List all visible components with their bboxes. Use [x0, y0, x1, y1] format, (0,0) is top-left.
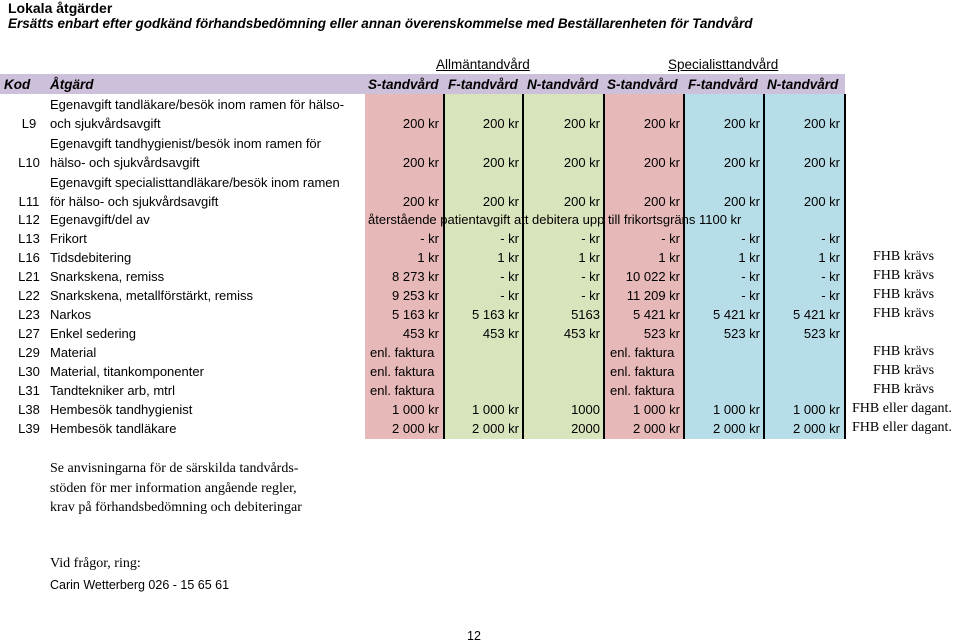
row-faktura: enl. faktura: [370, 364, 435, 379]
row-description: Egenavgift specialisttandläkare/besök inom ramen: [50, 175, 340, 190]
row-value: - kr: [420, 231, 439, 246]
row-value: 453 kr: [563, 326, 600, 341]
header-col-4: S-tandvård: [607, 77, 678, 92]
row-value: 1 kr: [658, 250, 680, 265]
row-value: - kr: [821, 231, 840, 246]
row-value: 2 000 kr: [633, 421, 680, 436]
row-value: 523 kr: [723, 326, 760, 341]
row-description: Tandtekniker arb, mtrl: [50, 383, 175, 398]
page-title: Lokala åtgärder: [8, 0, 113, 16]
row-code: L39: [18, 421, 40, 436]
row-code: L10: [18, 155, 40, 170]
info-line-1: Se anvisningarna för de särskilda tandvårds-: [50, 461, 299, 476]
row-faktura: enl. faktura: [370, 383, 435, 398]
contact-question: Vid frågor, ring:: [50, 556, 141, 571]
row-description: Material: [50, 345, 97, 360]
row-value: - kr: [821, 288, 840, 303]
row-value: 200 kr: [803, 155, 840, 170]
row-code: L27: [18, 326, 40, 341]
row-description: Snarkskena, remiss: [50, 269, 165, 284]
row-note: FHB krävs: [873, 287, 935, 302]
row-value: 1 000 kr: [472, 402, 519, 417]
row-value: 5 421 kr: [793, 307, 840, 322]
row-note: FHB krävs: [873, 344, 935, 359]
row-value: 200 kr: [563, 194, 600, 209]
row-value: 200 kr: [482, 155, 519, 170]
row-value: 523 kr: [803, 326, 840, 341]
row-code: L31: [18, 383, 40, 398]
row-description: Hembesök tandhygienist: [50, 402, 193, 417]
row-description: och sjukvårdsavgift: [50, 116, 161, 131]
row-code: L16: [18, 250, 40, 265]
header-kod: Kod: [4, 77, 31, 92]
row-value: 200 kr: [402, 194, 439, 209]
page-subtitle: Ersätts enbart efter godkänd förhandsbedömning eller annan överenskommelse med Beställarenheten för Tandvård: [8, 16, 753, 31]
row-code: L9: [21, 116, 37, 131]
header-col-3: N-tandvård: [527, 77, 599, 92]
row-value: 200 kr: [803, 194, 840, 209]
header-atgard: Åtgärd: [50, 77, 94, 92]
row-value: 1000: [571, 402, 600, 417]
column-divider: [683, 94, 685, 439]
row-code: L12: [18, 212, 40, 227]
band-f-special: [684, 94, 764, 439]
row-value: 200 kr: [402, 116, 439, 131]
row-faktura: enl. faktura: [610, 345, 675, 360]
row-value: 200 kr: [563, 155, 600, 170]
row-description: Hembesök tandläkare: [50, 421, 177, 436]
row-value: 5 421 kr: [713, 307, 760, 322]
row-note: FHB krävs: [873, 249, 935, 264]
row-value: 1 kr: [818, 250, 840, 265]
row-value: 453 kr: [402, 326, 439, 341]
row-value: 200 kr: [482, 194, 519, 209]
row-description: Narkos: [50, 307, 92, 322]
row-faktura: enl. faktura: [610, 383, 675, 398]
row-note: FHB krävs: [873, 363, 935, 378]
row-value: 1 kr: [497, 250, 519, 265]
row-description: för hälso- och sjukvårdsavgift: [50, 194, 219, 209]
row-code: L22: [18, 288, 40, 303]
row-value: - kr: [741, 269, 760, 284]
column-divider: [844, 94, 846, 439]
row-value: - kr: [581, 269, 600, 284]
column-divider: [522, 94, 524, 439]
row-description: Egenavgift tandhygienist/besök inom ramen för: [50, 136, 321, 151]
row-value: 10 022 kr: [625, 269, 680, 284]
row-value: 200 kr: [723, 194, 760, 209]
header-col-1: S-tandvård: [368, 77, 439, 92]
row-value: 2 000 kr: [713, 421, 760, 436]
group-allmantandvard: Allmäntandvård: [436, 57, 530, 72]
row-description: Enkel sedering: [50, 326, 136, 341]
row-code: L21: [18, 269, 40, 284]
row-value: 1 000 kr: [793, 402, 840, 417]
row-value: - kr: [500, 269, 519, 284]
row-value: 2000: [571, 421, 600, 436]
row-value: 200 kr: [643, 116, 680, 131]
page-number: 12: [467, 629, 481, 643]
row-value: - kr: [741, 288, 760, 303]
row-faktura: enl. faktura: [370, 345, 435, 360]
row-note: FHB krävs: [873, 382, 935, 397]
header-col-2: F-tandvård: [448, 77, 518, 92]
row-value: 5163: [571, 307, 600, 322]
contact-person: Carin Wetterberg 026 - 15 65 61: [50, 578, 230, 592]
row-value: 523 kr: [643, 326, 680, 341]
row-value: 453 kr: [482, 326, 519, 341]
row-value: 2 000 kr: [793, 421, 840, 436]
row-description: hälso- och sjukvårdsavgift: [50, 155, 200, 170]
band-n-allman: [523, 94, 604, 439]
row-value: 8 273 kr: [392, 269, 439, 284]
band-n-special: [764, 94, 845, 439]
row-code: L13: [18, 231, 40, 246]
row-note: FHB krävs: [873, 268, 935, 283]
row-value: 1 000 kr: [713, 402, 760, 417]
row-code: L11: [18, 194, 40, 209]
row-value: 5 163 kr: [472, 307, 519, 322]
row-value: 200 kr: [563, 116, 600, 131]
row-value: 1 kr: [578, 250, 600, 265]
band-f-allman: [444, 94, 523, 439]
row-value: 1 000 kr: [392, 402, 439, 417]
row-value: - kr: [581, 231, 600, 246]
row-value: 5 421 kr: [633, 307, 680, 322]
group-specialisttandvard: Specialisttandvård: [668, 57, 779, 72]
row-value: 1 kr: [417, 250, 439, 265]
row-value: 200 kr: [803, 116, 840, 131]
row-value: - kr: [581, 288, 600, 303]
row-value: 2 000 kr: [392, 421, 439, 436]
row-description: Material, titankomponenter: [50, 364, 204, 379]
column-divider: [443, 94, 445, 439]
row-value: 2 000 kr: [472, 421, 519, 436]
row-value: 1 kr: [738, 250, 760, 265]
row-value: 200 kr: [482, 116, 519, 131]
row-description: Egenavgift/del av: [50, 212, 150, 227]
column-divider: [763, 94, 765, 439]
row-description: Frikort: [50, 231, 87, 246]
header-col-5: F-tandvård: [688, 77, 758, 92]
row-value: 200 kr: [723, 116, 760, 131]
row-value: 200 kr: [643, 194, 680, 209]
info-line-3: krav på förhandsbedömning och debiteringar: [50, 500, 302, 515]
row-code: L23: [18, 307, 40, 322]
row-value: - kr: [500, 231, 519, 246]
row-value: 11 209 kr: [626, 288, 680, 303]
row-value: 1 000 kr: [633, 402, 680, 417]
row-value: - kr: [500, 288, 519, 303]
column-divider: [603, 94, 605, 439]
row-value: - kr: [821, 269, 840, 284]
info-line-2: stöden för mer information angående regler,: [50, 481, 297, 496]
row-note: FHB eller dagant.: [852, 420, 952, 435]
row-description: Snarkskena, metallförstärkt, remiss: [50, 288, 254, 303]
row-span-text: återstående patientavgift att debitera upp till frikortsgräns 1100 kr: [368, 212, 742, 227]
row-value: - kr: [741, 231, 760, 246]
row-description: Egenavgift tandläkare/besök inom ramen för hälso-: [50, 97, 345, 112]
row-code: L38: [18, 402, 40, 417]
row-faktura: enl. faktura: [610, 364, 675, 379]
row-value: 9 253 kr: [392, 288, 439, 303]
header-col-6: N-tandvård: [767, 77, 839, 92]
row-value: 200 kr: [643, 155, 680, 170]
row-code: L30: [18, 364, 40, 379]
row-description: Tidsdebitering: [50, 250, 132, 265]
row-value: 5 163 kr: [392, 307, 439, 322]
row-note: FHB krävs: [873, 306, 935, 321]
row-code: L29: [18, 345, 40, 360]
row-note: FHB eller dagant.: [852, 401, 952, 416]
row-value: 200 kr: [723, 155, 760, 170]
row-value: - kr: [661, 231, 680, 246]
row-value: 200 kr: [402, 155, 439, 170]
